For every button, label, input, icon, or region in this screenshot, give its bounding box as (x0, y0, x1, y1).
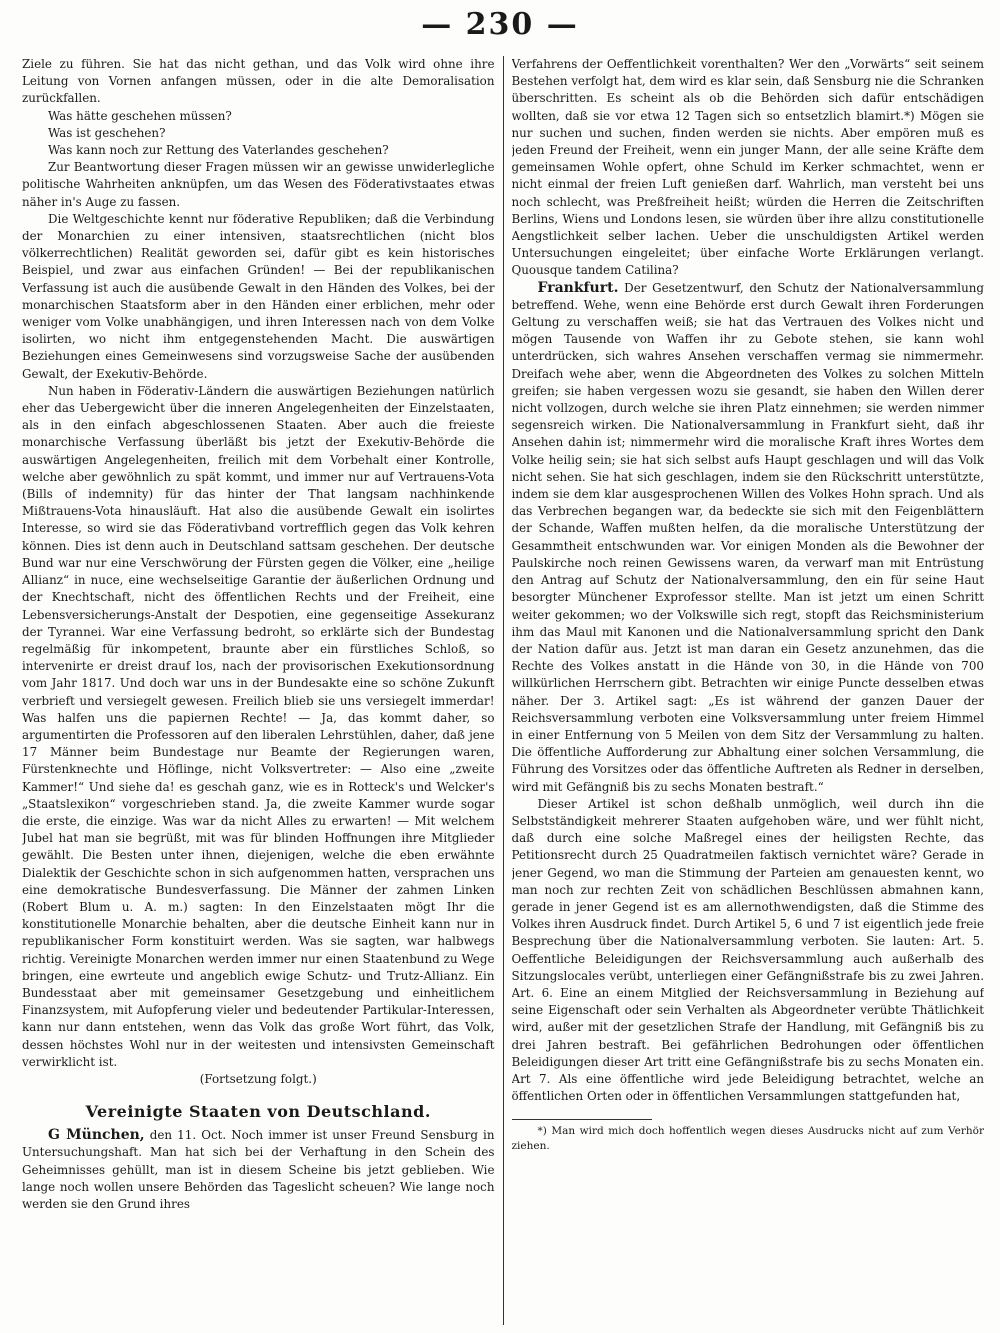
paragraph: Ziele zu führen. Sie hat das nicht gethan, und das Volk wird ohne ihre Leitung von Vornen anfangen müssen, oder in die alte Demoralisation zurückfallen. (22, 57, 495, 106)
paragraph: Zur Beantwortung dieser Fragen müssen wir an gewisse unwiderlegliche politische Wahrheiten anknüpfen, um das Wesen des Föderativstaates etwas näher in's Auge zu fassen. (22, 160, 495, 209)
question: Was kann noch zur Rettung des Vaterlandes geschehen? (48, 143, 389, 158)
section-heading: Vereinigte Staaten von Deutschland. (85, 1102, 431, 1122)
paragraph: Nun haben in Föderativ-Ländern die auswärtigen Beziehungen natürlich eher das Uebergewicht über die inneren Angelegenheiten der Einzelstaaten, als in den einfach abgeschlossenen Staaten. Aber auch die freieste monarchische Verfassung überläßt bis jetzt der Exekutiv-Behörde die auswärtigen Angelegenheiten, freilich mit dem Vorbehalt einer Kontrolle, welche aber gewöhnlich zu spät kommt, und immer nur auf Vertrauens-Vota (Bills of indemnity) für das hinter der That langsam nachhinkende Mißtrauens-Vota hinausläuft. Hat also die ausübende Gewalt ein isolirtes Interesse, so wird sie das Föderativband vortrefflich gegen das Volk kehren können. Dies ist denn auch in Deutschland sattsam geschehen. Der deutsche Bund war nur eine Verschwörung der Fürsten gegen die Völker, eine „heilige Allianz“ in nuce, eine wechselseitige Garantie der äußerlichen Ordnung und der Knechtschaft, nicht des öffentlichen Rechts und der Freiheit, eine Lebensversicherungs-Anstalt der Despotien, eine gegenseitige Assekuranz der Tyrannei. War eine Verfassung bedroht, so erklärte sich der Bundestag regelmäßig für inkompetent, braunte aber ein fürstliches Schloß, so intervenirte er dreist drauf los, nach der provisorischen Exekutionsordnung vom Jahr 1817. Und doch war uns in der Bundesakte eine so schöne Zukunft verbrieft und versiegelt gewesen. Freilich blieb sie uns versiegelt immerdar! Was halfen uns die papiernen Rechte! — Ja, das kommt daher, so argumentirten die Professoren auf den liberalen Lehrstühlen, daher, daß jene 17 Männer beim Bundestage nur Beamte der Regierungen waren, Fürstenknechte und Höflinge, nicht Volksvertreter: — Also eine „zweite Kammer!“ Und siehe da! es geschah ganz, wie es in Rotteck's und Welcker's „Staatslexikon“ vorgeschrieben stand. Ja, die zweite Kammer wurde sogar die erste, die einzige. Was war da nicht Alles zu erwarten! — Mit welchem Jubel hat man sie begrüßt, mit was für blinden Hoffnungen ihre Mitglieder gewählt. Die Besten unter ihnen, diejenigen, welche die eben erwähnte Dialektik der Geschichte schon in sich aufgenommen hatten, versprachen uns eine demokratische Bundesverfassung. Die Männer der zahmen Linken (Robert Blum u. A. m.) sagten: In den Einzelstaaten mögt Ihr die konstitutionelle Monarchie behalten, aber die deutsche Einheit kann nur in republikanischer Form konstituirt werden. Was sie sagten, war halbwegs richtig. Vereinigte Monarchen werden immer nur einen Staatenbund zu Wege bringen, eine ewrteute und angeblich ewige Schutz- und Trutz-Allianz. Ein Bundesstaat aber mit gemeinsamer Gesetzgebung und einheitlichem Finanzsystem, mit Aufopferung vieler und bedeutender Partikular-Interessen, kann nur dann entstehen, wenn das Volk das große Wort führt, das Volk, dessen höchstes Wohl nur in der weitesten und intensivsten Gemeinschaft verwirklicht ist. (22, 383, 495, 1069)
left-column (22, 56, 495, 1325)
column-rule (503, 56, 504, 1325)
right-column (512, 56, 985, 1325)
paragraph: den 11. Oct. Noch immer ist unser Freund Sensburg in Untersuchungshaft. Man hat sich bei der Verhaftung in den Schein des Geheimnisses gehüllt, man ist in diesem Scheine bis jetzt geblieben. Wie lange noch wollen unsere Behörden das Tageslicht scheuen? Wie lange noch werden sie den Grund ihres (22, 1128, 495, 1211)
page-number: — 230 — (421, 6, 579, 42)
paragraph: Die Weltgeschichte kennt nur föderative Republiken; daß die Verbindung der Monarchien zu einer intensiven, staatsrechtlichen (nicht blos völkerrechtlichen) Realität geworden sei, dafür gibt es kein historisches Beispiel, und zwar aus einfachen Gründen! — Bei der republikanischen Verfassung ist auch die ausübende Gewalt in den Händen des Volkes, bei der monarchischen Staatsform aber in den Händen einer erblichen, mehr oder weniger vom Volke unabhängigen, und ihren Interessen nach von dem Volke isolirten, wo nicht ihm entgegenstehenden Macht. Die auswärtigen Beziehungen eines Gemeinwesens sind vorzugsweise Sache der ausübenden Gewalt, der Exekutiv-Behörde. (22, 211, 495, 381)
paragraph: Der Gesetzentwurf, den Schutz der Nationalversammlung betreffend. Wehe, wenn eine Behörde erst durch Gewalt ihren Forderungen Geltung zu verschaffen weiß; sie hat das Vertrauen des Volkes nicht und mögen Tausende von Waffen ihr zu Gebote stehen, sie kann wohl unterdrücken, sich wahres Ansehen verschaffen vermag sie nimmermehr. Dreifach wehe aber, wenn die Abgeordneten des Volkes zu solchen Mitteln greifen; sie haben vergessen wozu sie gesandt, sie haben den Willen derer nicht vollzogen, durch welche sie ihren Platz einnehmen; sie werden nimmer segensreich wirken. Die Nationalversammlung in Frankfurt sieht, daß ihr Ansehen dahin ist; nimmermehr wird die moralische Kraft ihres Wortes dem Volke heilig sein; sie hat sich selbst aufs Haupt geschlagen und will das Volk nicht sehen. Sie hat sich geschlagen, indem sie den Rückschritt unterstützte, indem sie dem klar ausgesprochenen Willen des Volkes Hohn sprach. Und als das Verbrechen begangen war, da bedeckte sie sich mit den Feigenblättern der Schande, Waffen mußten helfen, da die moralische Unterstützung der Gesammtheit entschwunden war. Vor einigen Monden als die Bewohner der Paulskirche noch reinen Gewissens waren, da verwarf man mit Entrüstung den Antrag auf Schutz der Nationalversammlung, den ein für seine Haut besorgter Münchener Exprofessor stellte. Man ist jetzt um einen Schritt weiter gekommen; wo der Volkswille sich regt, stopft das Reichsministerium ihm das Maul mit Kanonen und die Nationalversammlung spricht den Dank der Nation dafür aus. Jetzt ist man daran ein Gesetz anzunehmen, das die Rechte des Volkes anstatt in die Hände von 30, in die Hände von 700 willkürlichen Herrschern gibt. Betrachten wir einige Puncte desselben etwas näher. Der 3. Artikel sagt: „Es ist während der ganzen Dauer der Reichsversammlung verboten eine Volksversammlung unter freiem Himmel in einer Entfernung von 5 Meilen von dem Sitz der Versammlung zu halten. Die öffentliche Aufforderung zur Abhaltung einer solchen Versammlung, die Führung des Vorsitzes oder das öffentliche Auftreten als Redner in derselben, wird mit Gefängniß bis zu sechs Monaten bestraft.“ (511, 280, 984, 794)
dateline: G München, (48, 1127, 145, 1144)
continuation-note: (Fortsetzung folgt.) (199, 1071, 317, 1086)
columns (22, 56, 984, 1325)
footnote: *) Man wird mich doch hoffentlich wegen dieses Ausdrucks nicht auf zum Verhör ziehen. (511, 1125, 984, 1153)
question: Was hätte geschehen müssen? (48, 108, 232, 123)
dateline: Frankfurt. (537, 279, 619, 296)
footnote-rule (512, 1119, 652, 1120)
paragraph: Dieser Artikel ist schon deßhalb unmöglich, weil durch ihn die Selbstständigkeit mehrerer Staaten aufgehoben wäre, und wer fühlt nicht, daß durch eine solche Maßregel eines der heiligsten Rechte, das Petitionsrecht durch 25 Quadratmeilen faktisch vernichtet wäre? Gerade in jener Gegend, wo man die Stimmung der Parteien am genauesten kennt, wo man noch zur rechten Zeit von schädlichen Beschlüssen abmahnen kann, gerade in jener Gegend ist es am allernothwendigsten, daß die Stimme des Volkes ihren Ausdruck findet. Durch Artikel 5, 6 und 7 ist eigentlich jede freie Besprechung über die Nationalversammlung verboten. Sie lauten: Art. 5. Oeffentliche Beleidigungen der Reichsversammlung auch außerhalb des Sitzungslocales verübt, unterliegen einer Gefängnißstrafe bis zu zwei Jahren. Art. 6. Eine an einem Mitglied der Reichsversammlung in Beziehung auf seine Eigenschaft oder sein Verhalten als Abgeordneter verübte Thätlichkeit wird, außer mit der gesetzlichen Strafe der Handlung, mit Gefängniß bis zu drei Jahren bestraft. Bei gefährlichen Bedrohungen oder öffentlichen Beleidigungen dieser Art tritt eine Gefängnißstrafe bis zu sechs Monaten ein. Art 7. Als eine öffentliche wird jede Beleidigung betrachtet, welche an öffentlichen Orten oder in öffentlichen Versammlungen stattgefunden hat, (511, 796, 984, 1104)
paragraph: Verfahrens der Oeffentlichkeit vorenthalten? Wer den „Vorwärts“ seit seinem Bestehen verfolgt hat, dem wird es klar sein, daß Sensburg nie die Schranken überschritten. Es scheint als ob die Behörden sich dafür entschädigen wollten, daß sie vor etwa 12 Tagen sich so entsetzlich blamirt.*) Mögen sie nur suchen und suchen, finden werden sie nichts. Aber empören muß es jeden Freund der Freiheit, wenn ein junger Mann, der alle seine Kräfte dem gemeinsamen Wohle opfert, ohne Schuld im Kerker schmachtet, wenn er nicht einmal der freien Luft genießen darf. Wahrlich, man versteht bei uns noch schlecht, was Preßfreiheit heißt; würden die Herren die Zeitschriften Berlins, Wiens und Londons lesen, sie würden über ihre allzu constitutionelle Aengstlichkeit selber lachen. Ueber die unschuldigsten Artikel werden Untersuchungen eingeleitet; über einfache Worte Erklärungen verlangt. Quousque tandem Catilina? (511, 57, 984, 278)
question: Was ist geschehen? (48, 125, 166, 140)
